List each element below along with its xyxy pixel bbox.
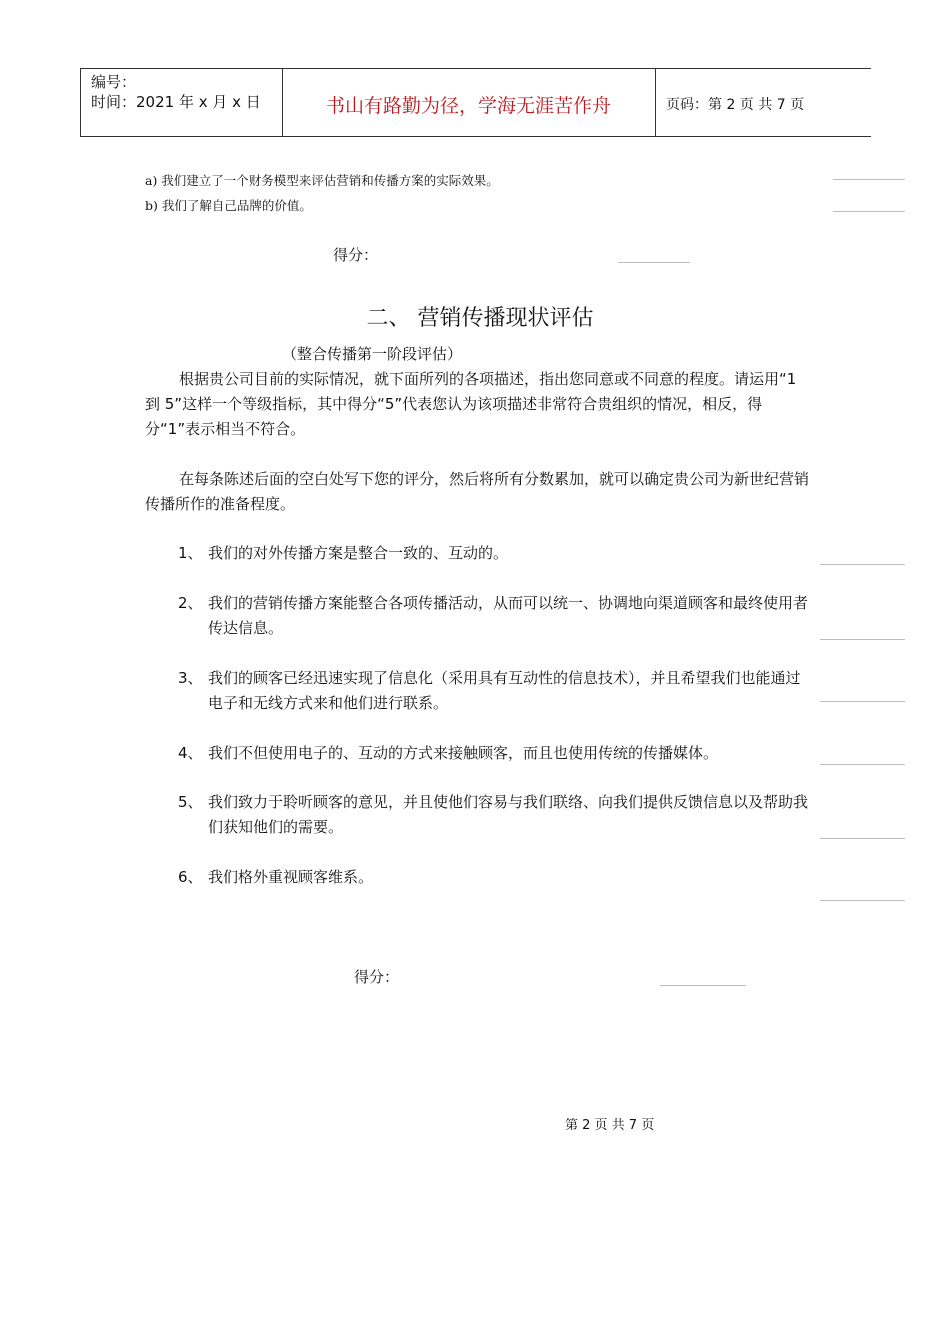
list-item-number: 6、 <box>178 868 203 886</box>
score-blank-1[interactable] <box>820 564 905 565</box>
document-number-label: 编号： <box>91 73 137 91</box>
instruction-paragraph: 在每条陈述后面的空白处写下您的评分，然后将所有分数累加，就可以确定贵公司为新世纪营销传播所作的准备程度。 <box>145 470 810 513</box>
score-blank-4[interactable] <box>820 764 905 765</box>
list-item <box>178 666 808 716</box>
list-item-number: 4、 <box>178 744 203 762</box>
list-item <box>178 591 808 641</box>
list-item-text: 我们的营销传播方案能整合各项传播活动，从而可以统一、协调地向渠道顾客和最终使用者传达信息。 <box>208 594 809 637</box>
list-item-text: 我们的顾客已经迅速实现了信息化（采用具有互动性的信息技术），并且希望我们也能通过电子和无线方式来和他们进行联系。 <box>208 669 801 712</box>
list-item <box>178 865 808 890</box>
header-page-info: 页码：第 2 页 共 7 页 <box>666 97 805 113</box>
document-time-label: 时间：2021 年 x 月 x 日 <box>91 93 261 111</box>
footer-page-number: 第 2 页 共 7 页 <box>565 1118 655 1133</box>
list-item-text: 我们致力于聆听顾客的意见，并且使他们容易与我们联络、向我们提供反馈信息以及帮助我们获知他们的需要。 <box>208 793 809 836</box>
score-blank-3[interactable] <box>820 701 905 702</box>
list-item-number: 1、 <box>178 544 203 562</box>
score-blank-a[interactable] <box>833 179 905 180</box>
header-meta-cell <box>81 69 283 136</box>
list-item <box>178 541 808 566</box>
top-item-b: b) 我们了解自己品牌的价值。 <box>145 198 312 213</box>
score-blank-b[interactable] <box>833 211 905 212</box>
score-blank-5[interactable] <box>820 838 905 839</box>
score-label-top: 得分： <box>333 246 379 264</box>
score-label-bottom: 得分： <box>354 968 400 986</box>
score-blank-2[interactable] <box>820 639 905 640</box>
list-item <box>178 741 808 766</box>
list-item-number: 2、 <box>178 594 203 612</box>
list-item-text: 我们格外重视顾客维系。 <box>208 868 374 886</box>
intro-paragraph: 根据贵公司目前的实际情况，就下面所列的各项描述，指出您同意或不同意的程度。请运用“1 到 5”这样一个等级指标，其中得分“5”代表您认为该项描述非常符合贵组织的情况，相反，得分“1”表示相当不符合。 <box>145 370 797 438</box>
list-item <box>178 790 808 840</box>
header-page-cell <box>656 69 871 136</box>
list-item-text: 我们的对外传播方案是整合一致的、互动的。 <box>208 544 509 562</box>
section-title: 二、 营销传播现状评估 <box>366 306 594 331</box>
score-total-blank-bottom[interactable] <box>660 985 746 986</box>
score-blank-6[interactable] <box>820 900 905 901</box>
list-item-number: 3、 <box>178 669 203 687</box>
header-motto-cell <box>282 69 656 136</box>
list-item-text: 我们不但使用电子的、互动的方式来接触顾客，而且也使用传统的传播媒体。 <box>208 744 719 762</box>
score-total-blank-top[interactable] <box>618 262 690 263</box>
list-item-number: 5、 <box>178 793 203 811</box>
section-subtitle: （整合传播第一阶段评估） <box>282 345 463 363</box>
document-header <box>80 68 871 137</box>
header-motto: 书山有路勤为径，学海无涯苦作舟 <box>325 95 611 117</box>
top-item-a: a) 我们建立了一个财务模型来评估营销和传播方案的实际效果。 <box>145 173 499 188</box>
